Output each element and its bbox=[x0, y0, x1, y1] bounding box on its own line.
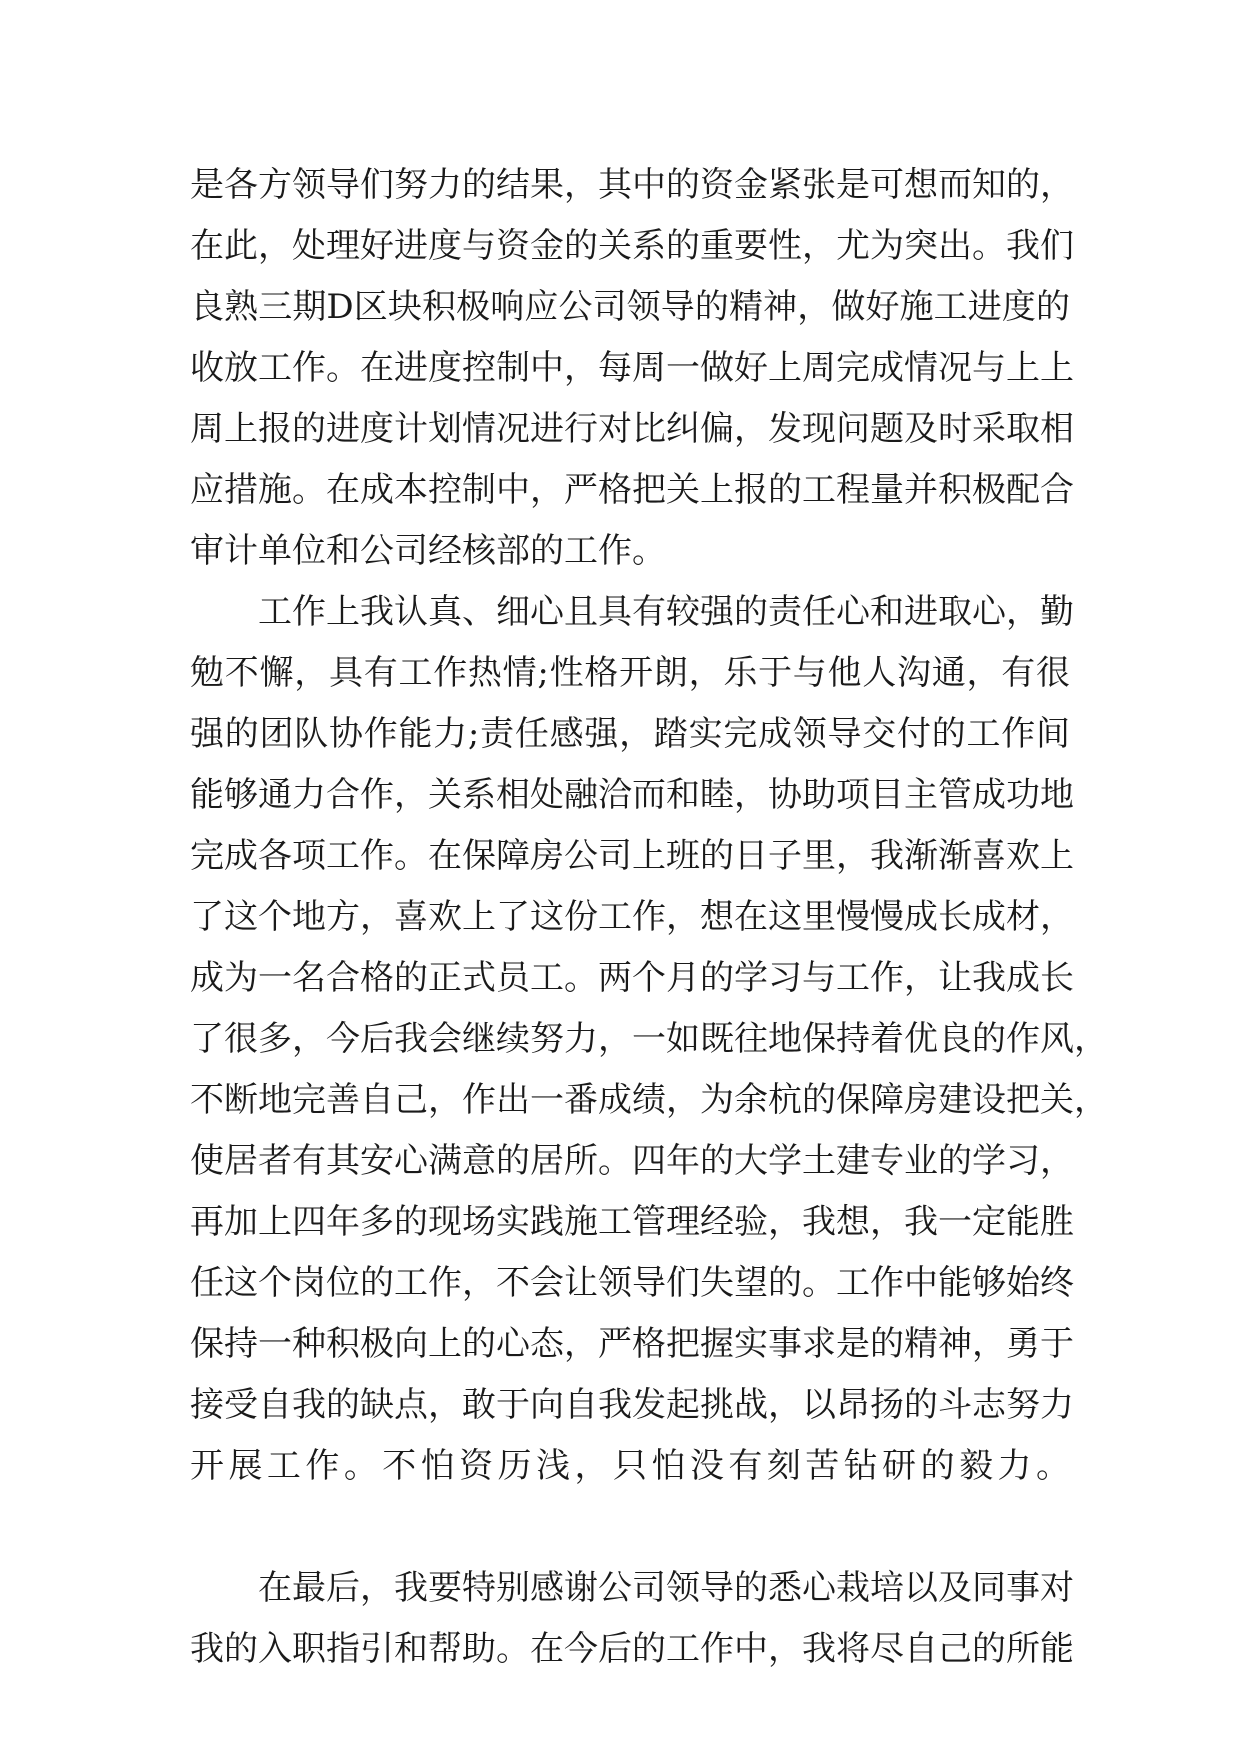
text-line: 我的入职指引和帮助。在今后的工作中，我将尽自己的所能 bbox=[190, 1629, 1074, 1669]
paragraph-2 bbox=[190, 582, 1108, 1558]
text-line: 了这个地方，喜欢上了这份工作，想在这里慢慢成长成材， bbox=[190, 897, 1074, 937]
paragraph-1 bbox=[190, 155, 1074, 582]
text-line: 良熟三期D区块积极响应公司领导的精神，做好施工进度的 bbox=[190, 287, 1070, 327]
text-line: 在最后，我要特别感谢公司领导的悉心栽培以及同事对 bbox=[258, 1568, 1074, 1608]
text-line: 在此，处理好进度与资金的关系的重要性，尤为突出。我们 bbox=[190, 226, 1074, 266]
text-line: 开展工作。不怕资历浅，只怕没有刻苦钻研的毅力。 bbox=[190, 1446, 1070, 1486]
text-line: 审计单位和公司经核部的工作。 bbox=[190, 531, 666, 571]
text-line: 强的团队协作能力;责任感强，踏实完成领导交付的工作间 bbox=[190, 714, 1070, 754]
text-line bbox=[190, 1497, 1070, 1558]
text-line: 接受自我的缺点，敢于向自我发起挑战，以昂扬的斗志努力 bbox=[190, 1385, 1074, 1425]
text-line: 使居者有其安心满意的居所。四年的大学土建专业的学习， bbox=[190, 1141, 1074, 1181]
text-line: 成为一名合格的正式员工。两个月的学习与工作，让我成长 bbox=[190, 958, 1074, 998]
paragraph-3 bbox=[190, 1558, 1074, 1680]
text-line: 工作上我认真、细心且具有较强的责任心和进取心，勤 bbox=[258, 592, 1074, 632]
text-line: 再加上四年多的现场实践施工管理经验，我想，我一定能胜 bbox=[190, 1202, 1074, 1242]
body-text bbox=[190, 155, 1108, 1680]
text-line: 应措施。在成本控制中，严格把关上报的工程量并积极配合 bbox=[190, 470, 1074, 510]
text-line: 保持一种积极向上的心态，严格把握实事求是的精神，勇于 bbox=[190, 1324, 1074, 1364]
text-line: 任这个岗位的工作，不会让领导们失望的。工作中能够始终 bbox=[190, 1263, 1074, 1303]
text-line: 收放工作。在进度控制中，每周一做好上周完成情况与上上 bbox=[190, 348, 1074, 388]
text-line: 勉不懈，具有工作热情;性格开朗，乐于与他人沟通，有很 bbox=[190, 653, 1071, 693]
text-line: 完成各项工作。在保障房公司上班的日子里，我渐渐喜欢上 bbox=[190, 836, 1074, 876]
text-line: 周上报的进度计划情况进行对比纠偏，发现问题及时采取相 bbox=[190, 409, 1074, 449]
text-line: 是各方领导们努力的结果，其中的资金紧张是可想而知的， bbox=[190, 165, 1074, 205]
text-line: 了很多，今后我会继续努力，一如既往地保持着优良的作风， bbox=[190, 1019, 1108, 1059]
text-line: 能够通力合作，关系相处融洽而和睦，协助项目主管成功地 bbox=[190, 775, 1074, 815]
text-line: 不断地完善自己，作出一番成绩，为余杭的保障房建设把关， bbox=[190, 1080, 1108, 1120]
